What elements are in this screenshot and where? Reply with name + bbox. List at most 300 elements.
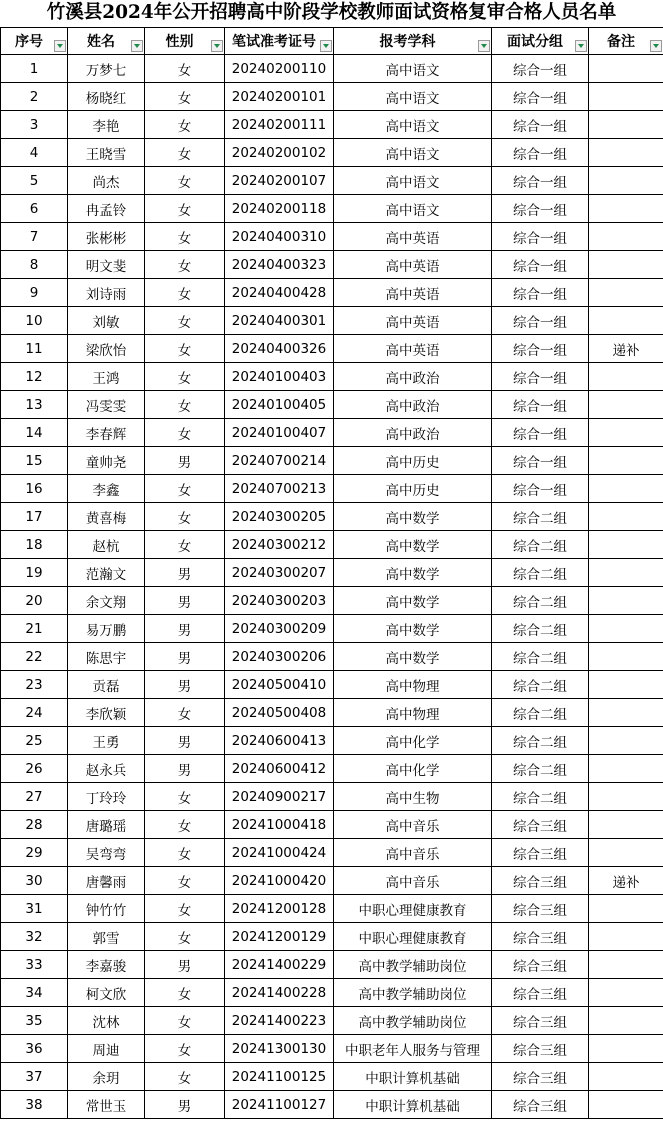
exam-id-cell[interactable]: 20240300205 — [225, 503, 334, 531]
seq-cell[interactable]: 20 — [1, 587, 68, 615]
seq-cell[interactable]: 9 — [1, 279, 68, 307]
gender-cell[interactable]: 女 — [145, 503, 225, 531]
seq-cell[interactable]: 5 — [1, 167, 68, 195]
name-cell[interactable]: 沈林 — [68, 1007, 145, 1035]
name-cell[interactable]: 冉孟铃 — [68, 195, 145, 223]
gender-cell[interactable]: 男 — [145, 559, 225, 587]
remark-cell[interactable] — [589, 167, 663, 195]
subject-cell[interactable]: 高中英语 — [334, 279, 492, 307]
group-cell[interactable]: 综合二组 — [492, 755, 589, 783]
group-cell[interactable]: 综合三组 — [492, 979, 589, 1007]
subject-cell[interactable]: 高中语文 — [334, 139, 492, 167]
exam-id-cell[interactable]: 20240200110 — [225, 55, 334, 83]
seq-cell[interactable]: 6 — [1, 195, 68, 223]
subject-cell[interactable]: 高中音乐 — [334, 811, 492, 839]
group-cell[interactable]: 综合一组 — [492, 419, 589, 447]
filter-dropdown-icon[interactable] — [131, 40, 143, 52]
subject-cell[interactable]: 高中数学 — [334, 587, 492, 615]
gender-cell[interactable]: 女 — [145, 1063, 225, 1091]
remark-cell[interactable] — [589, 1091, 663, 1119]
gender-cell[interactable]: 女 — [145, 335, 225, 363]
group-cell[interactable]: 综合三组 — [492, 1035, 589, 1063]
exam-id-cell[interactable]: 20240700214 — [225, 447, 334, 475]
group-cell[interactable]: 综合三组 — [492, 867, 589, 895]
name-cell[interactable]: 尚杰 — [68, 167, 145, 195]
candidate-table — [0, 27, 663, 1119]
gender-cell[interactable]: 女 — [145, 251, 225, 279]
group-cell[interactable]: 综合二组 — [492, 671, 589, 699]
subject-cell[interactable]: 高中语文 — [334, 55, 492, 83]
seq-cell[interactable]: 33 — [1, 951, 68, 979]
remark-cell[interactable] — [589, 251, 663, 279]
header-cell-gender — [145, 28, 225, 55]
gender-cell[interactable]: 男 — [145, 587, 225, 615]
exam-id-cell[interactable]: 20241200128 — [225, 895, 334, 923]
header-cell-seq — [1, 28, 68, 55]
subject-cell[interactable]: 高中英语 — [334, 251, 492, 279]
subject-cell[interactable]: 高中语文 — [334, 195, 492, 223]
subject-cell[interactable]: 高中语文 — [334, 167, 492, 195]
group-cell[interactable]: 综合一组 — [492, 447, 589, 475]
exam-id-cell[interactable]: 20241200129 — [225, 923, 334, 951]
remark-cell[interactable] — [589, 587, 663, 615]
group-cell[interactable]: 综合一组 — [492, 391, 589, 419]
exam-id-cell[interactable]: 20240200101 — [225, 83, 334, 111]
gender-cell[interactable]: 女 — [145, 167, 225, 195]
header-label-group: 面试分组 — [507, 34, 563, 50]
exam-id-cell[interactable]: 20240700213 — [225, 475, 334, 503]
remark-cell[interactable] — [589, 447, 663, 475]
exam-id-cell[interactable]: 20240200102 — [225, 139, 334, 167]
group-cell[interactable]: 综合一组 — [492, 223, 589, 251]
gender-cell[interactable]: 女 — [145, 1007, 225, 1035]
group-cell[interactable]: 综合一组 — [492, 167, 589, 195]
filter-dropdown-icon[interactable] — [54, 40, 66, 52]
seq-cell[interactable]: 34 — [1, 979, 68, 1007]
name-cell[interactable]: 万梦七 — [68, 55, 145, 83]
name-cell[interactable]: 杨晓红 — [68, 83, 145, 111]
exam-id-cell[interactable]: 20240400326 — [225, 335, 334, 363]
remark-cell[interactable] — [589, 195, 663, 223]
remark-cell[interactable] — [589, 671, 663, 699]
name-cell[interactable]: 李欣颖 — [68, 699, 145, 727]
gender-cell[interactable]: 男 — [145, 1091, 225, 1119]
group-cell[interactable]: 综合一组 — [492, 251, 589, 279]
exam-id-cell[interactable]: 20240200118 — [225, 195, 334, 223]
table-row — [1, 895, 663, 923]
seq-cell[interactable]: 16 — [1, 475, 68, 503]
subject-cell[interactable]: 高中语文 — [334, 111, 492, 139]
subject-cell[interactable]: 高中化学 — [334, 727, 492, 755]
seq-cell[interactable]: 32 — [1, 923, 68, 951]
group-cell[interactable]: 综合一组 — [492, 195, 589, 223]
subject-cell[interactable]: 高中政治 — [334, 363, 492, 391]
exam-id-cell[interactable]: 20240200111 — [225, 111, 334, 139]
remark-cell[interactable] — [589, 1035, 663, 1063]
filter-dropdown-icon[interactable] — [575, 40, 587, 52]
name-cell[interactable]: 刘诗雨 — [68, 279, 145, 307]
remark-cell[interactable] — [589, 811, 663, 839]
group-cell[interactable]: 综合二组 — [492, 615, 589, 643]
exam-id-cell[interactable]: 20240900217 — [225, 783, 334, 811]
seq-cell[interactable]: 22 — [1, 643, 68, 671]
group-cell[interactable]: 综合三组 — [492, 951, 589, 979]
group-cell[interactable]: 综合二组 — [492, 503, 589, 531]
exam-id-cell[interactable]: 20241400228 — [225, 979, 334, 1007]
group-cell[interactable]: 综合一组 — [492, 139, 589, 167]
subject-cell[interactable]: 高中教学辅助岗位 — [334, 979, 492, 1007]
gender-cell[interactable]: 男 — [145, 727, 225, 755]
exam-id-cell[interactable]: 20240200107 — [225, 167, 334, 195]
remark-cell[interactable] — [589, 699, 663, 727]
seq-cell[interactable]: 38 — [1, 1091, 68, 1119]
seq-cell[interactable]: 1 — [1, 55, 68, 83]
name-cell[interactable]: 郭雪 — [68, 923, 145, 951]
remark-cell[interactable] — [589, 839, 663, 867]
seq-cell[interactable]: 15 — [1, 447, 68, 475]
seq-cell[interactable]: 12 — [1, 363, 68, 391]
name-cell[interactable]: 唐璐瑶 — [68, 811, 145, 839]
group-cell[interactable]: 综合二组 — [492, 587, 589, 615]
exam-id-cell[interactable]: 20240400301 — [225, 307, 334, 335]
seq-cell[interactable]: 26 — [1, 755, 68, 783]
group-cell[interactable]: 综合三组 — [492, 1091, 589, 1119]
seq-cell[interactable]: 24 — [1, 699, 68, 727]
exam-id-cell[interactable]: 20240400323 — [225, 251, 334, 279]
name-cell[interactable]: 赵永兵 — [68, 755, 145, 783]
group-cell[interactable]: 综合三组 — [492, 1007, 589, 1035]
gender-cell[interactable]: 女 — [145, 699, 225, 727]
table-body — [1, 55, 663, 1119]
remark-cell[interactable]: 递补 — [589, 867, 663, 895]
subject-cell[interactable]: 高中数学 — [334, 531, 492, 559]
gender-cell[interactable]: 女 — [145, 363, 225, 391]
name-cell[interactable]: 丁玲玲 — [68, 783, 145, 811]
header-cell-exam-id — [225, 28, 334, 55]
header-label-name: 姓名 — [87, 34, 115, 50]
name-cell[interactable]: 钟竹竹 — [68, 895, 145, 923]
gender-cell[interactable]: 女 — [145, 475, 225, 503]
group-cell[interactable]: 综合一组 — [492, 307, 589, 335]
remark-cell[interactable] — [589, 475, 663, 503]
seq-cell[interactable]: 28 — [1, 811, 68, 839]
name-cell[interactable]: 冯雯雯 — [68, 391, 145, 419]
subject-cell[interactable]: 高中英语 — [334, 223, 492, 251]
gender-cell[interactable]: 女 — [145, 531, 225, 559]
table-row — [1, 727, 663, 755]
gender-cell[interactable]: 男 — [145, 643, 225, 671]
group-cell[interactable]: 综合一组 — [492, 111, 589, 139]
group-cell[interactable]: 综合一组 — [492, 363, 589, 391]
table-row — [1, 391, 663, 419]
gender-cell[interactable]: 女 — [145, 307, 225, 335]
header-label-gender: 性别 — [165, 34, 194, 50]
group-cell[interactable]: 综合二组 — [492, 559, 589, 587]
group-cell[interactable]: 综合二组 — [492, 699, 589, 727]
filter-dropdown-icon[interactable] — [650, 40, 662, 52]
table-row — [1, 335, 663, 363]
subject-cell[interactable]: 中职老年人服务与管理 — [334, 1035, 492, 1063]
seq-cell[interactable]: 14 — [1, 419, 68, 447]
seq-cell[interactable]: 25 — [1, 727, 68, 755]
remark-cell[interactable] — [589, 223, 663, 251]
seq-cell[interactable]: 17 — [1, 503, 68, 531]
remark-cell[interactable] — [589, 279, 663, 307]
seq-cell[interactable]: 27 — [1, 783, 68, 811]
filter-dropdown-icon[interactable] — [211, 40, 223, 52]
subject-cell[interactable]: 高中教学辅助岗位 — [334, 951, 492, 979]
name-cell[interactable]: 李春辉 — [68, 419, 145, 447]
subject-cell[interactable]: 高中数学 — [334, 559, 492, 587]
seq-cell[interactable]: 3 — [1, 111, 68, 139]
exam-id-cell[interactable]: 20240500408 — [225, 699, 334, 727]
gender-cell[interactable]: 女 — [145, 195, 225, 223]
subject-cell[interactable]: 高中英语 — [334, 307, 492, 335]
subject-cell[interactable]: 高中政治 — [334, 419, 492, 447]
exam-id-cell[interactable]: 20240300207 — [225, 559, 334, 587]
name-cell[interactable]: 明文斐 — [68, 251, 145, 279]
subject-cell[interactable]: 中职计算机基础 — [334, 1091, 492, 1119]
group-cell[interactable]: 综合三组 — [492, 895, 589, 923]
remark-cell[interactable] — [589, 727, 663, 755]
name-cell[interactable]: 王勇 — [68, 727, 145, 755]
seq-cell[interactable]: 4 — [1, 139, 68, 167]
exam-id-cell[interactable]: 20240100405 — [225, 391, 334, 419]
seq-cell[interactable]: 35 — [1, 1007, 68, 1035]
name-cell[interactable]: 李艳 — [68, 111, 145, 139]
gender-cell[interactable]: 女 — [145, 391, 225, 419]
remark-cell[interactable] — [589, 923, 663, 951]
subject-cell[interactable]: 高中教学辅助岗位 — [334, 1007, 492, 1035]
exam-id-cell[interactable]: 20240400310 — [225, 223, 334, 251]
subject-cell[interactable]: 高中数学 — [334, 643, 492, 671]
exam-id-cell[interactable]: 20241400223 — [225, 1007, 334, 1035]
remark-cell[interactable] — [589, 139, 663, 167]
group-cell[interactable]: 综合二组 — [492, 531, 589, 559]
name-cell[interactable]: 童帅尧 — [68, 447, 145, 475]
name-cell[interactable]: 李嘉骏 — [68, 951, 145, 979]
seq-cell[interactable]: 18 — [1, 531, 68, 559]
seq-cell[interactable]: 7 — [1, 223, 68, 251]
name-cell[interactable]: 张彬彬 — [68, 223, 145, 251]
name-cell[interactable]: 刘敏 — [68, 307, 145, 335]
name-cell[interactable]: 王晓雪 — [68, 139, 145, 167]
exam-id-cell[interactable]: 20241400229 — [225, 951, 334, 979]
subject-cell[interactable]: 高中政治 — [334, 391, 492, 419]
seq-cell[interactable]: 36 — [1, 1035, 68, 1063]
name-cell[interactable]: 唐馨雨 — [68, 867, 145, 895]
exam-id-cell[interactable]: 20240600413 — [225, 727, 334, 755]
group-cell[interactable]: 综合二组 — [492, 643, 589, 671]
remark-cell[interactable]: 递补 — [589, 335, 663, 363]
table-row — [1, 643, 663, 671]
group-cell[interactable]: 综合三组 — [492, 839, 589, 867]
exam-id-cell[interactable]: 20240100407 — [225, 419, 334, 447]
gender-cell[interactable]: 男 — [145, 671, 225, 699]
name-cell[interactable]: 易万鹏 — [68, 615, 145, 643]
remark-cell[interactable] — [589, 895, 663, 923]
gender-cell[interactable]: 女 — [145, 111, 225, 139]
filter-dropdown-icon[interactable] — [478, 40, 490, 52]
exam-id-cell[interactable]: 20240300212 — [225, 531, 334, 559]
name-cell[interactable]: 范瀚文 — [68, 559, 145, 587]
exam-id-cell[interactable]: 20240500410 — [225, 671, 334, 699]
name-cell[interactable]: 赵杭 — [68, 531, 145, 559]
gender-cell[interactable]: 女 — [145, 783, 225, 811]
remark-cell[interactable] — [589, 503, 663, 531]
table-row — [1, 811, 663, 839]
table-row — [1, 615, 663, 643]
name-cell[interactable]: 王鸿 — [68, 363, 145, 391]
group-cell[interactable]: 综合一组 — [492, 335, 589, 363]
exam-id-cell[interactable]: 20240100403 — [225, 363, 334, 391]
gender-cell[interactable]: 女 — [145, 55, 225, 83]
remark-cell[interactable] — [589, 391, 663, 419]
filter-dropdown-icon[interactable] — [320, 40, 332, 52]
seq-cell[interactable]: 37 — [1, 1063, 68, 1091]
seq-cell[interactable]: 8 — [1, 251, 68, 279]
table-row — [1, 1007, 663, 1035]
gender-cell[interactable]: 女 — [145, 419, 225, 447]
gender-cell[interactable]: 女 — [145, 223, 225, 251]
name-cell[interactable]: 余玥 — [68, 1063, 145, 1091]
table-row — [1, 111, 663, 139]
name-cell[interactable]: 李鑫 — [68, 475, 145, 503]
group-cell[interactable]: 综合三组 — [492, 1063, 589, 1091]
exam-id-cell[interactable]: 20241100127 — [225, 1091, 334, 1119]
remark-cell[interactable] — [589, 559, 663, 587]
subject-cell[interactable]: 高中物理 — [334, 671, 492, 699]
exam-id-cell[interactable]: 20241000424 — [225, 839, 334, 867]
gender-cell[interactable]: 男 — [145, 615, 225, 643]
exam-id-cell[interactable]: 20241000420 — [225, 867, 334, 895]
table-row — [1, 447, 663, 475]
name-cell[interactable]: 余文翔 — [68, 587, 145, 615]
exam-id-cell[interactable]: 20240600412 — [225, 755, 334, 783]
header-label-exam-id: 笔试准考证号 — [232, 34, 316, 50]
group-cell[interactable]: 综合一组 — [492, 83, 589, 111]
remark-cell[interactable] — [589, 755, 663, 783]
remark-cell[interactable] — [589, 979, 663, 1007]
gender-cell[interactable]: 女 — [145, 811, 225, 839]
remark-cell[interactable] — [589, 615, 663, 643]
seq-cell[interactable]: 30 — [1, 867, 68, 895]
group-cell[interactable]: 综合一组 — [492, 475, 589, 503]
group-cell[interactable]: 综合二组 — [492, 727, 589, 755]
exam-id-cell[interactable]: 20241300130 — [225, 1035, 334, 1063]
remark-cell[interactable] — [589, 951, 663, 979]
header-cell-name — [68, 28, 145, 55]
seq-cell[interactable]: 2 — [1, 83, 68, 111]
name-cell[interactable]: 黄喜梅 — [68, 503, 145, 531]
subject-cell[interactable]: 高中历史 — [334, 447, 492, 475]
gender-cell[interactable]: 男 — [145, 951, 225, 979]
subject-cell[interactable]: 高中音乐 — [334, 839, 492, 867]
seq-cell[interactable]: 10 — [1, 307, 68, 335]
seq-cell[interactable]: 13 — [1, 391, 68, 419]
remark-cell[interactable] — [589, 1063, 663, 1091]
gender-cell[interactable]: 女 — [145, 839, 225, 867]
group-cell[interactable]: 综合二组 — [492, 783, 589, 811]
subject-cell[interactable]: 高中化学 — [334, 755, 492, 783]
remark-cell[interactable] — [589, 643, 663, 671]
group-cell[interactable]: 综合三组 — [492, 923, 589, 951]
seq-cell[interactable]: 31 — [1, 895, 68, 923]
gender-cell[interactable]: 女 — [145, 139, 225, 167]
remark-cell[interactable] — [589, 83, 663, 111]
subject-cell[interactable]: 高中数学 — [334, 615, 492, 643]
gender-cell[interactable]: 女 — [145, 867, 225, 895]
exam-id-cell[interactable]: 20240300209 — [225, 615, 334, 643]
remark-cell[interactable] — [589, 1007, 663, 1035]
name-cell[interactable]: 陈思宇 — [68, 643, 145, 671]
subject-cell[interactable]: 高中物理 — [334, 699, 492, 727]
remark-cell[interactable] — [589, 783, 663, 811]
seq-cell[interactable]: 29 — [1, 839, 68, 867]
gender-cell[interactable]: 男 — [145, 447, 225, 475]
table-row — [1, 839, 663, 867]
group-cell[interactable]: 综合一组 — [492, 279, 589, 307]
subject-cell[interactable]: 高中语文 — [334, 83, 492, 111]
subject-cell[interactable]: 中职心理健康教育 — [334, 923, 492, 951]
subject-cell[interactable]: 高中英语 — [334, 335, 492, 363]
remark-cell[interactable] — [589, 55, 663, 83]
subject-cell[interactable]: 高中音乐 — [334, 867, 492, 895]
header-label-subject: 报考学科 — [379, 34, 436, 50]
seq-cell[interactable]: 11 — [1, 335, 68, 363]
name-cell[interactable]: 常世玉 — [68, 1091, 145, 1119]
remark-cell[interactable] — [589, 531, 663, 559]
name-cell[interactable]: 贡磊 — [68, 671, 145, 699]
exam-id-cell[interactable]: 20240300206 — [225, 643, 334, 671]
subject-cell[interactable]: 高中数学 — [334, 503, 492, 531]
seq-cell[interactable]: 19 — [1, 559, 68, 587]
remark-cell[interactable] — [589, 363, 663, 391]
gender-cell[interactable]: 女 — [145, 895, 225, 923]
group-cell[interactable]: 综合一组 — [492, 55, 589, 83]
gender-cell[interactable]: 女 — [145, 279, 225, 307]
name-cell[interactable]: 柯文欣 — [68, 979, 145, 1007]
subject-cell[interactable]: 高中历史 — [334, 475, 492, 503]
exam-id-cell[interactable]: 20241000418 — [225, 811, 334, 839]
subject-cell[interactable]: 高中生物 — [334, 783, 492, 811]
gender-cell[interactable]: 女 — [145, 83, 225, 111]
name-cell[interactable]: 梁欣怡 — [68, 335, 145, 363]
gender-cell[interactable]: 女 — [145, 923, 225, 951]
seq-cell[interactable]: 23 — [1, 671, 68, 699]
subject-cell[interactable]: 中职计算机基础 — [334, 1063, 492, 1091]
table-row — [1, 867, 663, 895]
name-cell[interactable]: 吴弯弯 — [68, 839, 145, 867]
exam-id-cell[interactable]: 20240400428 — [225, 279, 334, 307]
gender-cell[interactable]: 女 — [145, 1035, 225, 1063]
subject-cell[interactable]: 中职心理健康教育 — [334, 895, 492, 923]
sheet-title: 竹溪县2024年公开招聘高中阶段学校教师面试资格复审合格人员名单 — [46, 2, 617, 23]
seq-cell[interactable]: 21 — [1, 615, 68, 643]
table-row — [1, 1091, 663, 1119]
group-cell[interactable]: 综合三组 — [492, 811, 589, 839]
gender-cell[interactable]: 女 — [145, 979, 225, 1007]
table-row — [1, 783, 663, 811]
remark-cell[interactable] — [589, 111, 663, 139]
remark-cell[interactable] — [589, 419, 663, 447]
exam-id-cell[interactable]: 20240300203 — [225, 587, 334, 615]
name-cell[interactable]: 周迪 — [68, 1035, 145, 1063]
exam-id-cell[interactable]: 20241100125 — [225, 1063, 334, 1091]
table-row — [1, 951, 663, 979]
remark-cell[interactable] — [589, 307, 663, 335]
gender-cell[interactable]: 男 — [145, 755, 225, 783]
